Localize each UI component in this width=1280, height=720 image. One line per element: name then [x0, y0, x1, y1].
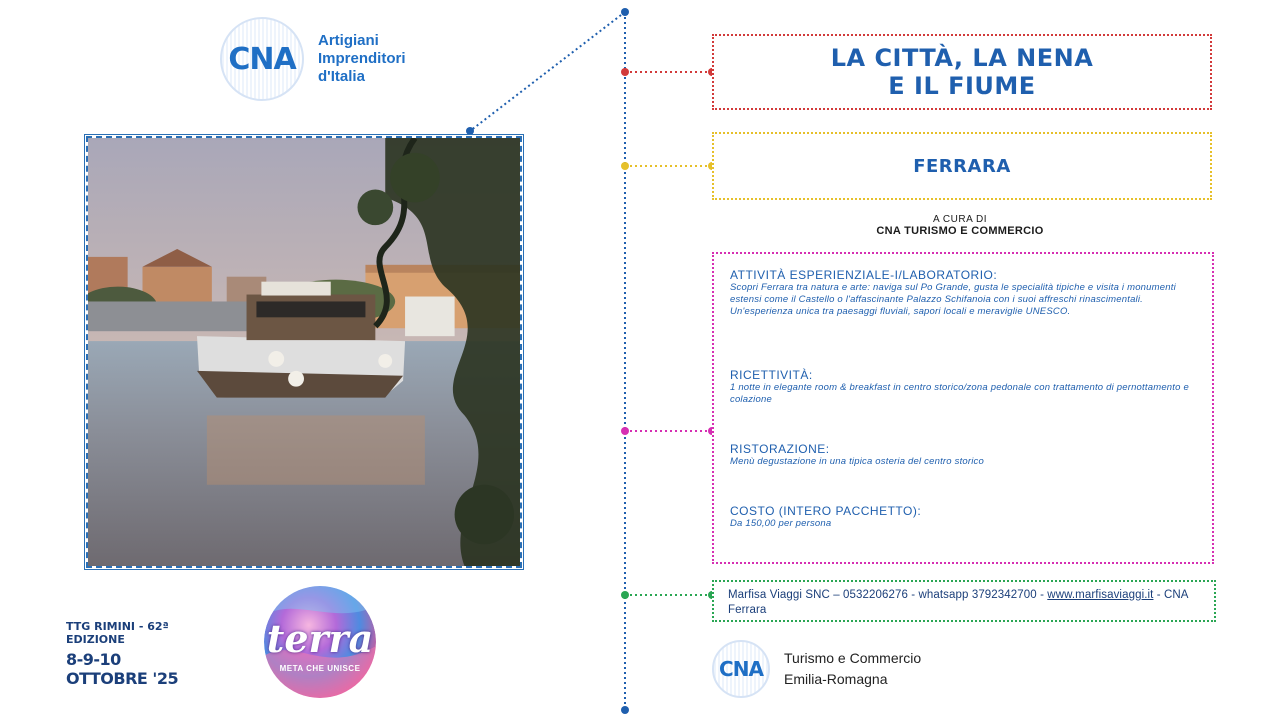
city-box [712, 132, 1212, 200]
section-activity [730, 268, 1198, 318]
ttg-event-info [66, 620, 196, 688]
curated-org: CNA TURISMO E COMMERCIO [876, 225, 1044, 237]
cna-logo-bottom [712, 638, 921, 700]
info-box [712, 252, 1214, 564]
contact-prefix: Marfisa Viaggi SNC – 0532206276 - whatsapp 3792342700 - [728, 589, 1048, 601]
ttg-dates: 8-9-10 OTTOBRE '25 [66, 650, 179, 688]
lodging-heading: RICETTIVITÀ: [730, 368, 813, 382]
section-lodging [730, 368, 1198, 406]
cna-badge-bottom-text: CNA [719, 657, 763, 681]
cna-badge-bottom-icon [712, 640, 770, 698]
dining-heading: RISTORAZIONE: [730, 442, 830, 456]
contact-box [712, 580, 1216, 622]
dining-text: Menù degustazione in una tipica osteria del centro storico [730, 456, 984, 467]
cna-bottom-line1: Turismo e Commercio [784, 650, 922, 666]
title-box [712, 34, 1212, 110]
page-title-line2: E IL FIUME [888, 72, 1036, 100]
terra-subtitle: META CHE UNISCE [279, 664, 361, 673]
contact-suffix: - CNA Ferrara [728, 589, 1188, 616]
cna-badge-text: CNA [228, 41, 296, 77]
page-title-line1: LA CITTÀ, LA NENA [830, 44, 1094, 72]
activity-text: Scopri Ferrara tra natura e arte: naviga sul Po Grande, gusta le specialità tipiche e visita i monumenti estensi come il Castello o l'affascinante Palazzo Schifanoia con i suoi affreschi rinascimentali. [730, 282, 1176, 305]
lodging-text: 1 notte in elegante room & breakfast in centro storico/zona pedonale con trattamento di pernottamento e colazione [730, 382, 1189, 405]
cost-heading: COSTO (INTERO PACCHETTO): [730, 504, 922, 518]
cna-badge-icon [220, 17, 304, 101]
curated-label: A CURA DI [933, 214, 987, 225]
cna-logo-top [220, 14, 420, 104]
cna-logo-line1: Artigiani [318, 32, 379, 49]
activity-text-2: Un'esperienza unica tra paesaggi fluviali, sapori locali e meraviglie UNESCO. [730, 306, 1071, 317]
cna-bottom-line2: Emilia-Romagna [784, 671, 888, 687]
cost-text: Da 150,00 per persona [730, 518, 832, 529]
ttg-edition: TTG RIMINI - 62ª EDIZIONE [66, 620, 169, 646]
cna-bottom-label [784, 648, 921, 690]
section-dining [730, 442, 1198, 468]
website-link[interactable]: www.marfisaviaggi.it [1047, 589, 1154, 601]
activity-heading: ATTIVITÀ ESPERIENZIALE-I/LABORATORIO: [730, 268, 998, 282]
terra-logo [264, 586, 376, 698]
cna-logo-line2: Imprenditori [318, 50, 406, 67]
section-cost [730, 504, 1198, 530]
cna-logo-line3: d'Italia [318, 68, 365, 85]
river-boat-image [88, 138, 520, 566]
terra-word: terra [266, 616, 374, 661]
city-name: FERRARA [913, 155, 1011, 177]
curated-by [860, 214, 1060, 237]
river-boat-photo [86, 136, 522, 568]
contact-text [728, 588, 1200, 618]
cna-logo-label [318, 32, 406, 86]
